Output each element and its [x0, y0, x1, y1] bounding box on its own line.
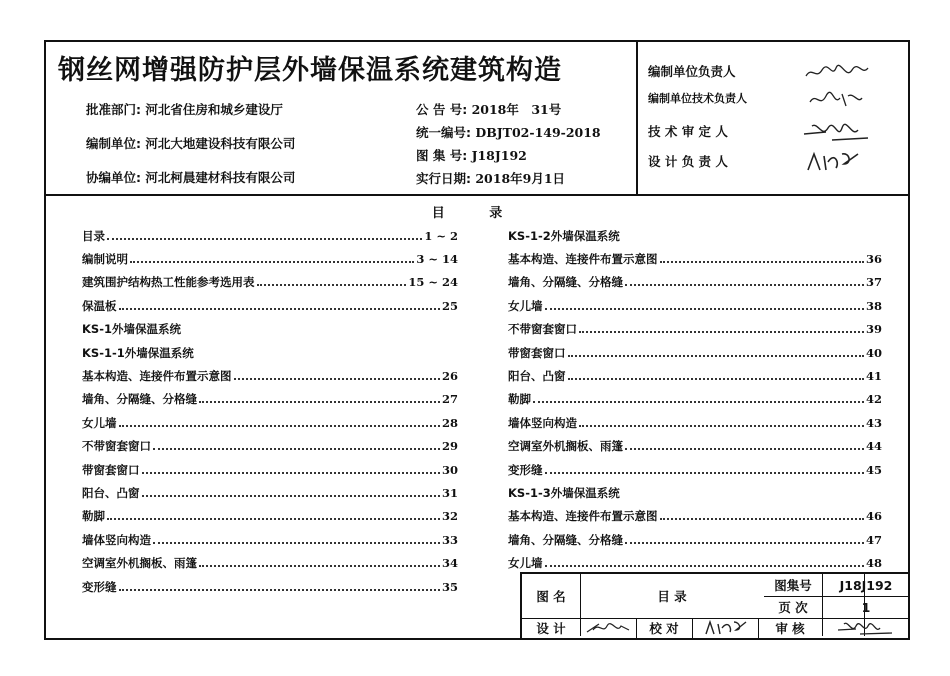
co-editor-label: 协编单位: — [86, 170, 141, 185]
editor-unit — [86, 134, 295, 152]
tb-design-signature — [580, 618, 636, 638]
tb-atlas-label: 图集号 — [774, 578, 812, 593]
toc-leader-dots — [625, 284, 864, 286]
toc-leader-dots — [119, 589, 440, 591]
toc-row — [508, 528, 882, 551]
toc-row — [508, 294, 882, 317]
toc-entry-page: 25 — [441, 298, 458, 313]
atlas-number — [416, 146, 527, 164]
tb-review-label: 审 核 — [775, 621, 805, 636]
toc-entry-page: 32 — [441, 509, 458, 524]
unified-value: DBJT02-149-2018 — [475, 125, 601, 140]
toc-row — [508, 505, 882, 528]
toc-row — [82, 528, 458, 551]
toc-entry-page: 29 — [441, 439, 458, 454]
toc-entry-page: 33 — [441, 532, 458, 547]
tb-page-label: 页 次 — [778, 600, 808, 615]
toc-entry-label: 勒脚 — [508, 392, 531, 407]
drawing-sheet — [44, 40, 910, 640]
toc-row — [508, 388, 882, 411]
toc-entry-page: 48 — [865, 556, 882, 571]
toc-row — [82, 481, 458, 504]
toc-row — [82, 318, 458, 341]
toc-entry-page: 37 — [865, 275, 882, 290]
toc-leader-dots — [142, 495, 440, 497]
tb-design-label: 设 计 — [536, 621, 566, 636]
toc-row — [82, 551, 458, 574]
tb-atlas-value: J18J192 — [839, 577, 893, 593]
toc-row — [82, 224, 458, 247]
toc-row — [82, 411, 458, 434]
toc-entry-label: 阳台、凸窗 — [82, 485, 140, 500]
effective-label: 实行日期: — [416, 171, 471, 186]
unified-number — [416, 123, 601, 141]
role-design-head: 设 计 负 责 人 — [648, 154, 728, 169]
toc-row — [508, 458, 882, 481]
toc-entry-label: 墙角、分隔缝、分格缝 — [82, 392, 197, 407]
effective-date — [416, 169, 565, 187]
toc-entry-page: 26 — [441, 369, 458, 384]
role-tech-head: 编制单位技术负责人 — [648, 92, 747, 105]
toc-leader-dots — [119, 308, 440, 310]
header-right — [638, 42, 908, 194]
toc-leader-dots — [545, 472, 864, 474]
toc-leader-dots — [199, 401, 440, 403]
toc-entry-label: 空调室外机搁板、雨篷 — [82, 556, 197, 571]
tb-review-signature — [822, 618, 910, 638]
toc-row — [508, 435, 882, 458]
toc-entry-page: 45 — [865, 462, 882, 477]
toc-entry-page: 47 — [865, 532, 882, 547]
approval-dept — [86, 100, 283, 118]
toc-row — [508, 247, 882, 270]
toc-leader-dots — [660, 261, 864, 263]
toc-entry-page: 30 — [441, 462, 458, 477]
toc-leader-dots — [107, 238, 422, 240]
toc-entry-label: KS-1-3外墙保温系统 — [508, 485, 620, 500]
tb-check-signature — [692, 618, 758, 638]
toc-entry-label: 变形缝 — [508, 462, 543, 477]
toc-entry-label: 墙角、分隔缝、分格缝 — [508, 275, 623, 290]
toc-leader-dots — [199, 565, 440, 567]
announce-number — [416, 100, 561, 118]
toc-entry-label: 带窗套窗口 — [82, 462, 140, 477]
toc-row — [508, 364, 882, 387]
signature-tech-head — [802, 88, 872, 112]
announce-label: 公 告 号: — [416, 102, 468, 117]
approval-dept-label: 批准部门: — [86, 102, 141, 117]
toc-entry-label: 墙角、分隔缝、分格缝 — [508, 532, 623, 547]
toc-entry-label: 建筑围护结构热工性能参考选用表 — [82, 275, 255, 290]
toc-row — [82, 505, 458, 528]
toc-entry-page: 43 — [865, 415, 882, 430]
signature-unit-head — [802, 60, 872, 84]
toc-entry-label: 空调室外机搁板、雨篷 — [508, 439, 623, 454]
editor-unit-label: 编制单位: — [86, 136, 141, 151]
toc-row — [508, 411, 882, 434]
toc-leader-dots — [107, 518, 440, 520]
header-block — [46, 42, 908, 196]
toc-leader-dots — [533, 401, 864, 403]
toc-entry-label: 女儿墙 — [508, 556, 543, 571]
toc-row — [508, 224, 882, 247]
toc-row — [508, 341, 882, 364]
toc-entry-label: KS-1-1外墙保温系统 — [82, 345, 194, 360]
role-unit-head: 编制单位负责人 — [648, 64, 736, 79]
main-title: 钢丝网增强防护层外墙保温系统建筑构造 — [58, 55, 562, 86]
toc-entry-label: 墙体竖向构造 — [82, 532, 151, 547]
toc-leader-dots — [153, 542, 440, 544]
toc-entry-label: 目录 — [82, 228, 105, 243]
toc-leader-dots — [625, 448, 864, 450]
toc-row — [82, 294, 458, 317]
toc-row — [82, 364, 458, 387]
effective-value: 2018年9月1日 — [475, 171, 566, 186]
toc-right-column — [508, 224, 882, 575]
toc-leader-dots — [660, 518, 864, 520]
toc-row — [82, 271, 458, 294]
approval-dept-value: 河北省住房和城乡建设厅 — [145, 102, 283, 117]
toc-entry-label: 带窗套窗口 — [508, 345, 566, 360]
toc-entry-label: 基本构造、连接件布置示意图 — [82, 369, 232, 384]
toc-entry-label: 不带窗套窗口 — [82, 439, 151, 454]
toc-row — [508, 271, 882, 294]
toc-entry-page: 3 ~ 14 — [416, 252, 458, 267]
toc-row — [508, 481, 882, 504]
header-left — [46, 42, 638, 194]
toc-leader-dots — [153, 448, 440, 450]
toc-entry-page: 40 — [865, 345, 882, 360]
toc-entry-page: 39 — [865, 322, 882, 337]
toc-leader-dots — [625, 542, 864, 544]
toc-entry-label: 勒脚 — [82, 509, 105, 524]
atlas-label: 图 集 号: — [416, 148, 468, 163]
tb-page-value: 1 — [861, 599, 871, 615]
toc-leader-dots — [119, 425, 440, 427]
toc-row — [82, 575, 458, 598]
toc-title: 目 录 — [431, 206, 523, 221]
tb-name-value: 目 录 — [657, 589, 687, 604]
toc-entry-page: 42 — [865, 392, 882, 407]
toc-leader-dots — [568, 355, 864, 357]
toc-entry-label: KS-1-2外墙保温系统 — [508, 228, 620, 243]
toc-row — [82, 388, 458, 411]
toc-row — [508, 318, 882, 341]
editor-unit-value: 河北大地建设科技有限公司 — [145, 136, 296, 151]
toc-entry-page: 1 ~ 2 — [424, 228, 458, 243]
toc-leader-dots — [579, 425, 864, 427]
unified-label: 统一编号: — [416, 125, 471, 140]
toc-entry-page: 38 — [865, 298, 882, 313]
toc-leader-dots — [568, 378, 864, 380]
toc-row — [82, 341, 458, 364]
toc-row — [82, 247, 458, 270]
toc-entry-label: KS-1外墙保温系统 — [82, 322, 181, 337]
toc-entry-page: 34 — [441, 556, 458, 571]
toc-entry-page: 41 — [865, 369, 882, 384]
title-block — [520, 572, 908, 638]
toc-leader-dots — [130, 261, 414, 263]
toc-entry-label: 基本构造、连接件布置示意图 — [508, 252, 658, 267]
toc-leader-dots — [545, 308, 864, 310]
toc-entry-page: 15 ~ 24 — [408, 275, 458, 290]
toc-left-column — [82, 224, 458, 598]
toc-entry-label: 阳台、凸窗 — [508, 369, 566, 384]
toc-leader-dots — [257, 284, 407, 286]
toc-entry-label: 不带窗套窗口 — [508, 322, 577, 337]
toc-row — [82, 435, 458, 458]
toc-row — [82, 458, 458, 481]
toc-entry-label: 女儿墙 — [508, 298, 543, 313]
tb-check-label: 校 对 — [649, 621, 679, 636]
co-editor-value: 河北柯晨建材科技有限公司 — [145, 170, 296, 185]
toc-entry-page: 36 — [865, 252, 882, 267]
atlas-value: J18J192 — [471, 148, 527, 163]
toc-entry-page: 28 — [441, 415, 458, 430]
toc-entry-page: 27 — [441, 392, 458, 407]
toc-leader-dots — [545, 565, 864, 567]
tb-name-label: 图 名 — [536, 589, 566, 604]
toc-entry-label: 变形缝 — [82, 579, 117, 594]
toc-leader-dots — [579, 331, 864, 333]
toc-entry-label: 保温板 — [82, 298, 117, 313]
signature-design-head — [802, 150, 872, 174]
toc-entry-page: 31 — [441, 485, 458, 500]
toc-entry-page: 46 — [865, 509, 882, 524]
toc-entry-page: 35 — [441, 579, 458, 594]
toc-entry-page: 44 — [865, 439, 882, 454]
co-editor-unit — [86, 168, 295, 186]
toc-entry-label: 墙体竖向构造 — [508, 415, 577, 430]
signature-tech-approver — [802, 120, 872, 144]
toc-leader-dots — [142, 472, 440, 474]
toc-entry-label: 编制说明 — [82, 252, 128, 267]
toc-entry-label: 女儿墙 — [82, 415, 117, 430]
announce-value: 2018年 31号 — [471, 102, 562, 117]
toc-leader-dots — [234, 378, 440, 380]
toc-entry-label: 基本构造、连接件布置示意图 — [508, 509, 658, 524]
role-tech-approver: 技 术 审 定 人 — [648, 124, 728, 139]
